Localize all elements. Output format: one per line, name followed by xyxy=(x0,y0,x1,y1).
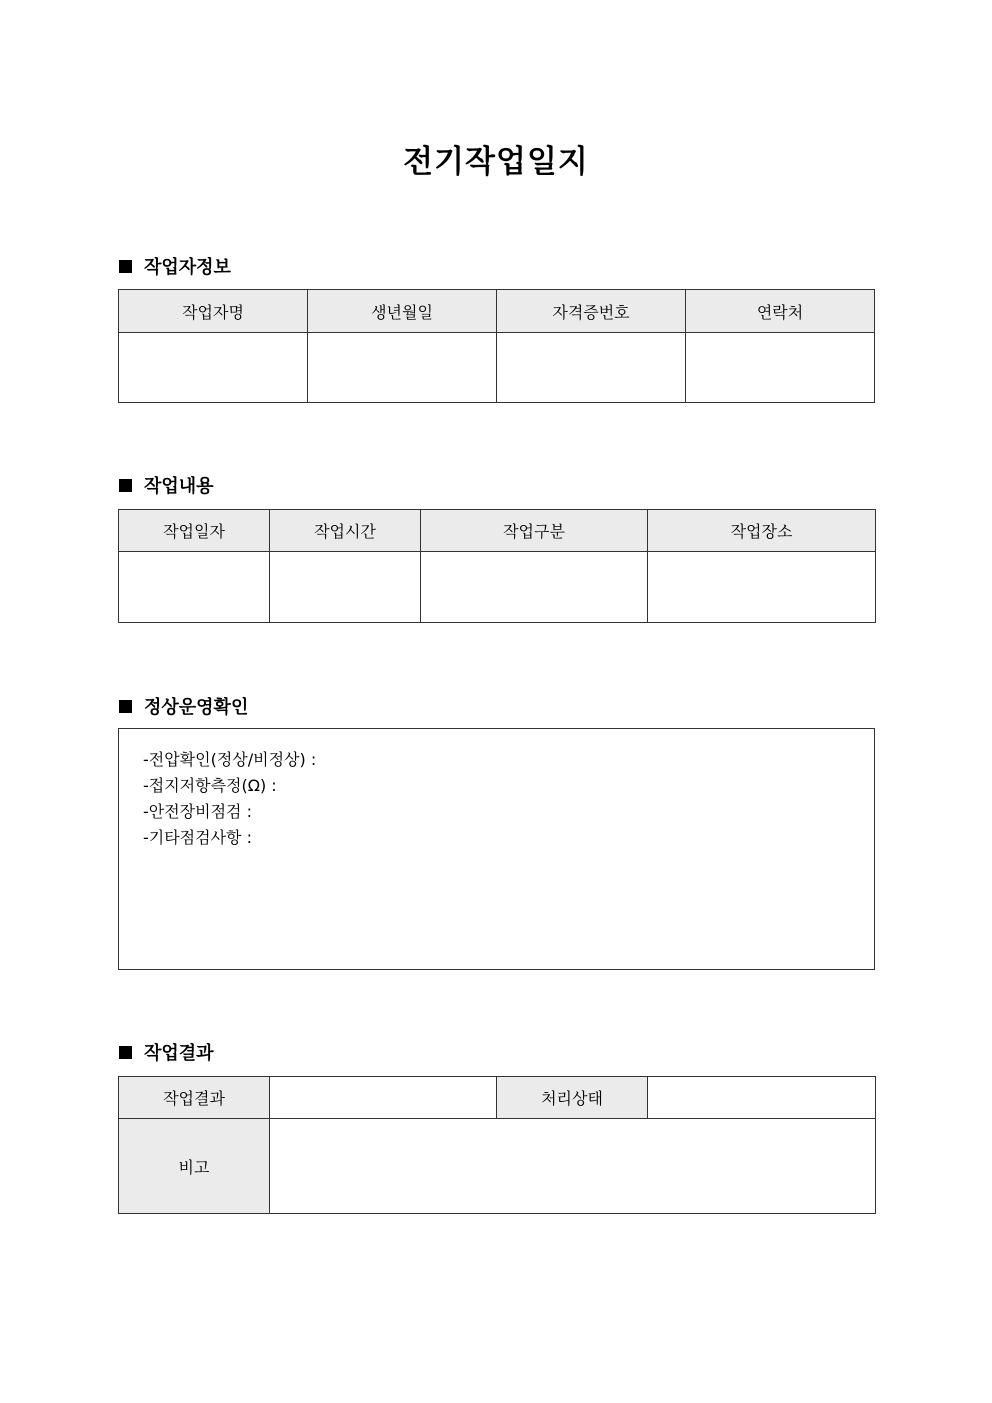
header-work-time: 작업시간 xyxy=(270,510,421,552)
table-row xyxy=(119,1077,876,1119)
processing-status-cell[interactable] xyxy=(648,1077,876,1119)
check-item-safety-equipment: -안전장비점검 : xyxy=(143,802,252,821)
table-header-row xyxy=(119,510,876,552)
worker-info-table xyxy=(118,289,875,403)
header-work-place: 작업장소 xyxy=(648,510,876,552)
operation-check-box[interactable] xyxy=(118,728,875,970)
table-header-row xyxy=(119,290,875,333)
section-heading-work-content xyxy=(119,472,214,498)
work-date-cell[interactable] xyxy=(119,552,270,623)
work-result-table xyxy=(118,1076,876,1214)
black-square-icon xyxy=(119,260,132,273)
check-item-grounding: -접지저항측정(Ω) : xyxy=(143,776,277,795)
processing-status-label: 처리상태 xyxy=(497,1077,648,1119)
birth-date-cell[interactable] xyxy=(308,333,497,403)
work-time-cell[interactable] xyxy=(270,552,421,623)
table-row xyxy=(119,1119,876,1214)
header-work-date: 작업일자 xyxy=(119,510,270,552)
work-result-cell[interactable] xyxy=(270,1077,497,1119)
section-heading-label: 작업결과 xyxy=(144,1043,214,1064)
work-content-table xyxy=(118,509,876,623)
table-row xyxy=(119,552,876,623)
section-heading-label: 작업내용 xyxy=(144,476,214,497)
black-square-icon xyxy=(119,1046,132,1059)
section-heading-label: 작업자정보 xyxy=(144,257,231,278)
worker-name-cell[interactable] xyxy=(119,333,308,403)
section-heading-worker-info xyxy=(119,253,231,279)
header-contact: 연락처 xyxy=(686,290,875,333)
section-heading-label: 정상운영확인 xyxy=(144,697,249,718)
check-list xyxy=(143,749,316,853)
section-heading-operation-check xyxy=(119,693,248,719)
header-birth-date: 생년월일 xyxy=(308,290,497,333)
table-row xyxy=(119,333,875,403)
work-type-cell[interactable] xyxy=(421,552,648,623)
section-heading-work-result xyxy=(119,1039,214,1065)
black-square-icon xyxy=(119,700,132,713)
black-square-icon xyxy=(119,479,132,492)
check-item-other: -기타점검사항 : xyxy=(143,828,252,847)
work-place-cell[interactable] xyxy=(648,552,876,623)
remarks-cell[interactable] xyxy=(270,1119,876,1214)
work-result-label: 작업결과 xyxy=(119,1077,270,1119)
header-worker-name: 작업자명 xyxy=(119,290,308,333)
license-number-cell[interactable] xyxy=(497,333,686,403)
page-title: 전기작업일지 xyxy=(403,144,589,180)
contact-cell[interactable] xyxy=(686,333,875,403)
check-item-voltage: -전압확인(정상/비정상) : xyxy=(143,750,317,769)
header-license-number: 자격증번호 xyxy=(497,290,686,333)
header-work-type: 작업구분 xyxy=(421,510,648,552)
remarks-label: 비고 xyxy=(119,1119,270,1214)
